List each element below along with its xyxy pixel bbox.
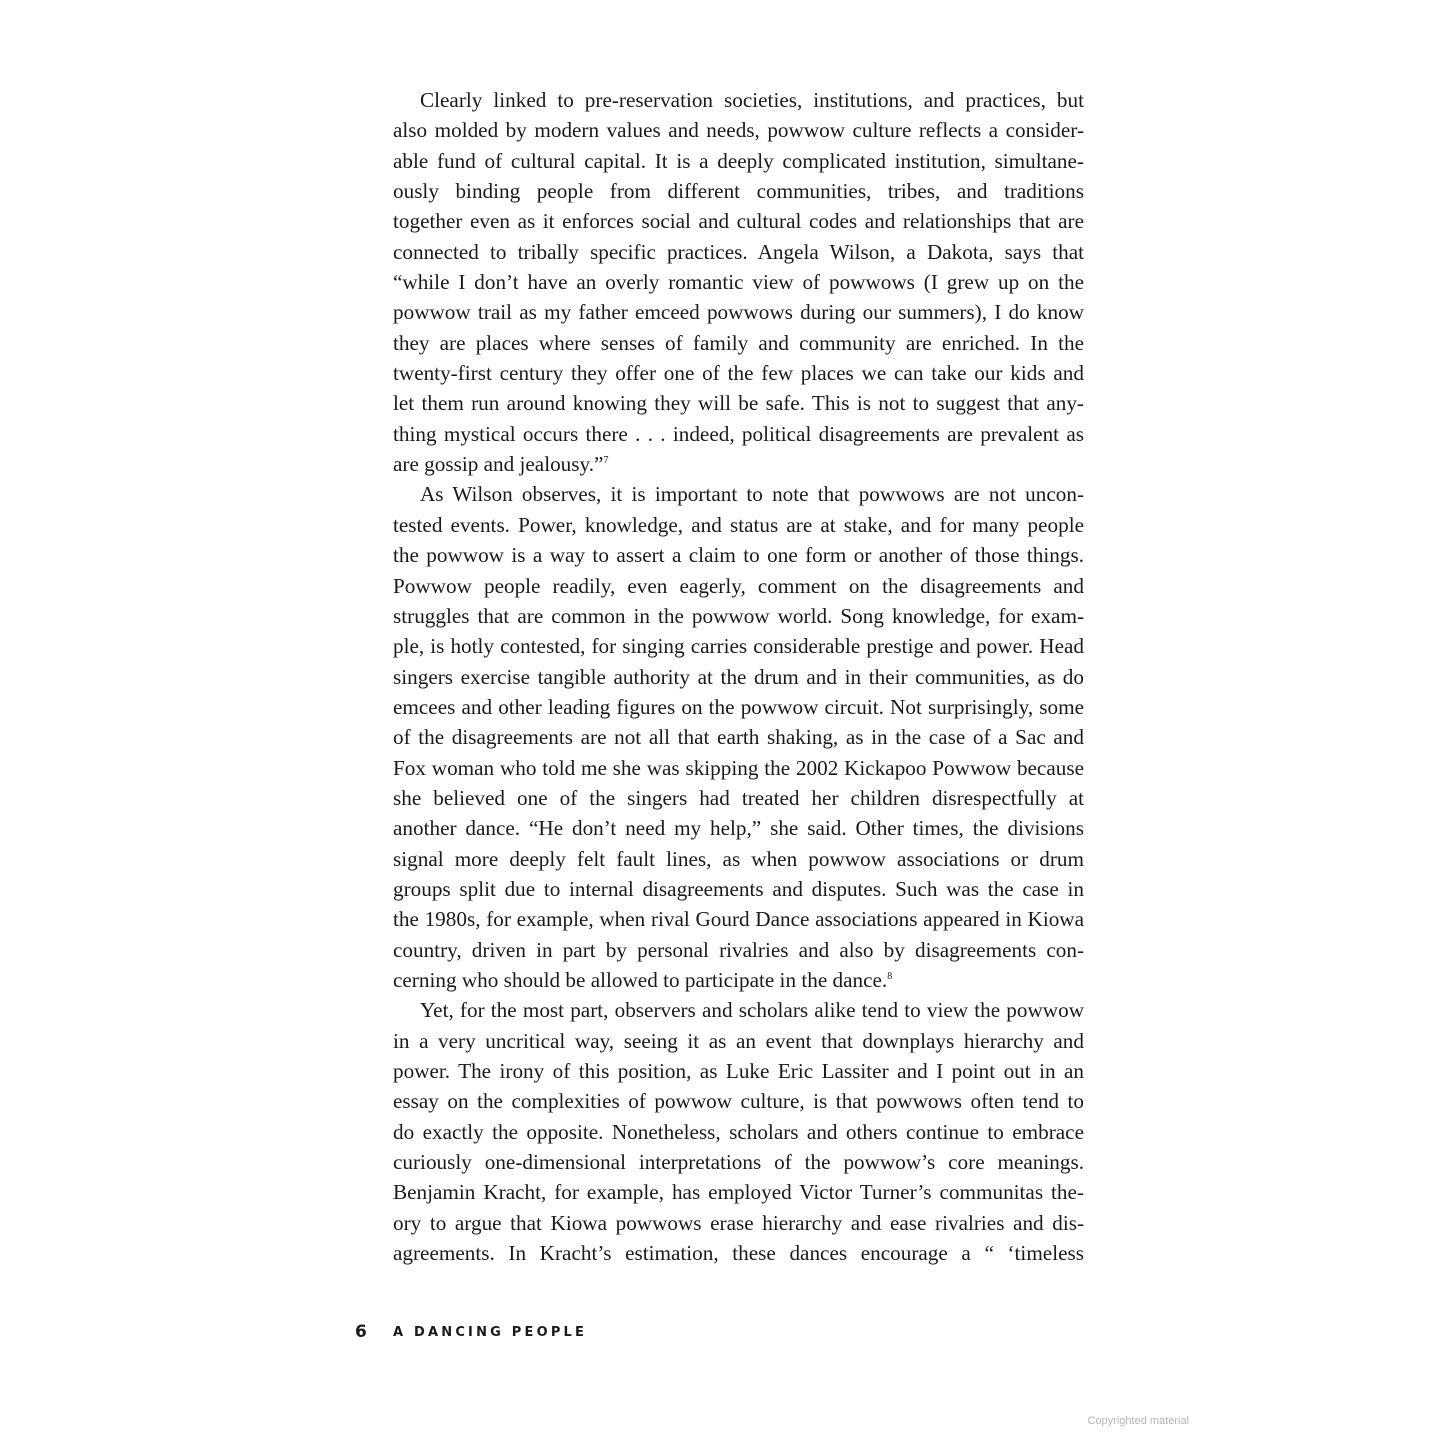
text-line xyxy=(393,267,1084,297)
text-line xyxy=(393,540,1084,570)
line-text: Benjamin Kracht, for example, has employed Victor Turner’s communitas the- xyxy=(393,1180,1084,1205)
page-number: 6 xyxy=(355,1322,367,1342)
text-line xyxy=(393,85,1084,115)
line-text: of the disagreements are not all that earth shaking, as in the case of a Sac and xyxy=(393,725,1084,750)
line-text: tested events. Power, knowledge, and status are at stake, and for many people xyxy=(393,512,1084,537)
text-line xyxy=(393,1208,1084,1238)
body-text xyxy=(393,85,1084,1268)
text-line xyxy=(393,297,1084,327)
text-line xyxy=(393,176,1084,206)
line-text: ously binding people from different communities, tribes, and traditions xyxy=(393,179,1084,204)
line-text: able fund of cultural capital. It is a deeply complicated institution, simultane- xyxy=(393,148,1084,173)
text-line xyxy=(393,206,1084,236)
text-line xyxy=(393,1056,1084,1086)
line-text: struggles that are common in the powwow world. Song knowledge, for exam- xyxy=(393,603,1084,628)
text-line xyxy=(393,1026,1084,1056)
text-line xyxy=(393,358,1084,388)
text-line xyxy=(393,388,1084,418)
line-text: essay on the complexities of powwow culture, is that powwows often tend to xyxy=(393,1089,1084,1114)
text-line xyxy=(393,935,1084,965)
line-text: another dance. “He don’t need my help,” she said. Other times, the divisions xyxy=(393,816,1084,841)
footnote-marker: 7 xyxy=(603,455,609,467)
line-text: “while I don’t have an overly romantic view of powwows (I grew up on the xyxy=(393,270,1084,295)
line-text: Yet, for the most part, observers and scholars alike tend to view the powwow xyxy=(420,998,1084,1023)
line-text: agreements. In Kracht’s estimation, these dances encourage a “ ‘timeless xyxy=(393,1241,1084,1266)
line-text: thing mystical occurs there . . . indeed, political disagreements are prevalent as xyxy=(393,421,1084,446)
line-text: ory to argue that Kiowa powwows erase hierarchy and ease rivalries and dis- xyxy=(393,1210,1084,1235)
text-line xyxy=(393,783,1084,813)
line-text: signal more deeply felt fault lines, as when powwow associations or drum xyxy=(393,846,1084,871)
line-text: power. The irony of this position, as Luke Eric Lassiter and I point out in an xyxy=(393,1059,1084,1083)
line-text: in a very uncritical way, seeing it as an event that downplays hierarchy and xyxy=(393,1028,1084,1053)
text-line xyxy=(393,631,1084,661)
line-text: the 1980s, for example, when rival Gourd Dance associations appeared in Kiowa xyxy=(393,907,1084,932)
text-line xyxy=(393,662,1084,692)
line-text: do exactly the opposite. Nonetheless, scholars and others continue to embrace xyxy=(393,1119,1084,1144)
line-text: they are places where senses of family and community are enriched. In the xyxy=(393,330,1084,355)
footnote-marker: 8 xyxy=(887,970,893,982)
text-line xyxy=(393,571,1084,601)
line-text: curiously one-dimensional interpretations of the powwow’s core meanings. xyxy=(393,1150,1084,1175)
text-line xyxy=(393,1177,1084,1207)
line-text: Powwow people readily, even eagerly, comment on the disagreements and xyxy=(393,573,1084,598)
text-line xyxy=(393,115,1084,145)
line-text: let them run around knowing they will be safe. This is not to suggest that any- xyxy=(393,391,1084,416)
text-line xyxy=(393,601,1084,631)
line-text: connected to tribally specific practices. Angela Wilson, a Dakota, says that xyxy=(393,239,1084,264)
text-line xyxy=(393,844,1084,874)
page-footer xyxy=(355,1318,587,1346)
text-line xyxy=(393,753,1084,783)
paragraph xyxy=(393,479,1084,995)
text-line xyxy=(393,479,1084,509)
line-text: Fox woman who told me she was skipping the 2002 Kickapoo Powwow because xyxy=(393,755,1084,780)
text-line xyxy=(393,146,1084,176)
running-head: A DANCING PEOPLE xyxy=(393,1324,588,1340)
line-text: she believed one of the singers had treated her children disrespectfully at xyxy=(393,785,1084,810)
text-line xyxy=(393,965,1084,995)
line-text: As Wilson observes, it is important to note that powwows are not uncon- xyxy=(420,482,1084,507)
text-line xyxy=(393,237,1084,267)
text-line xyxy=(393,1086,1084,1116)
line-text: ple, is hotly contested, for singing carries considerable prestige and power. Head xyxy=(393,634,1084,659)
line-text: emcees and other leading figures on the powwow circuit. Not surprisingly, some xyxy=(393,694,1084,719)
text-line xyxy=(393,1117,1084,1147)
text-line xyxy=(393,510,1084,540)
line-text: country, driven in part by personal rivalries and also by disagreements con- xyxy=(393,937,1084,962)
text-line xyxy=(393,1238,1084,1268)
line-text: twenty-first century they offer one of the few places we can take our kids and xyxy=(393,361,1084,386)
text-line xyxy=(393,328,1084,358)
line-text: the powwow is a way to assert a claim to one form or another of those things. xyxy=(393,543,1084,568)
text-line xyxy=(393,722,1084,752)
text-line xyxy=(393,419,1084,449)
paragraph xyxy=(393,995,1084,1268)
text-line xyxy=(393,813,1084,843)
text-line xyxy=(393,904,1084,934)
line-text: also molded by modern values and needs, powwow culture reflects a consider- xyxy=(393,118,1084,143)
line-text: cerning who should be allowed to participate in the dance. xyxy=(393,967,888,992)
line-text: singers exercise tangible authority at the drum and in their communities, as do xyxy=(393,664,1084,689)
line-text: powwow trail as my father emceed powwows during our summers), I do know xyxy=(393,300,1084,325)
paragraph xyxy=(393,85,1084,479)
copyright-watermark: Copyrighted material xyxy=(1087,1415,1189,1427)
line-text: groups split due to internal disagreements and disputes. Such was the case in xyxy=(393,876,1084,901)
line-text: together even as it enforces social and cultural codes and relationships that are xyxy=(393,209,1084,234)
text-line xyxy=(393,995,1084,1025)
line-text: Clearly linked to pre-reservation societies, institutions, and practices, but xyxy=(420,88,1084,112)
text-line xyxy=(393,449,1084,479)
text-line xyxy=(393,1147,1084,1177)
line-text: are gossip and jealousy.” xyxy=(393,452,604,477)
text-line xyxy=(393,692,1084,722)
text-line xyxy=(393,874,1084,904)
